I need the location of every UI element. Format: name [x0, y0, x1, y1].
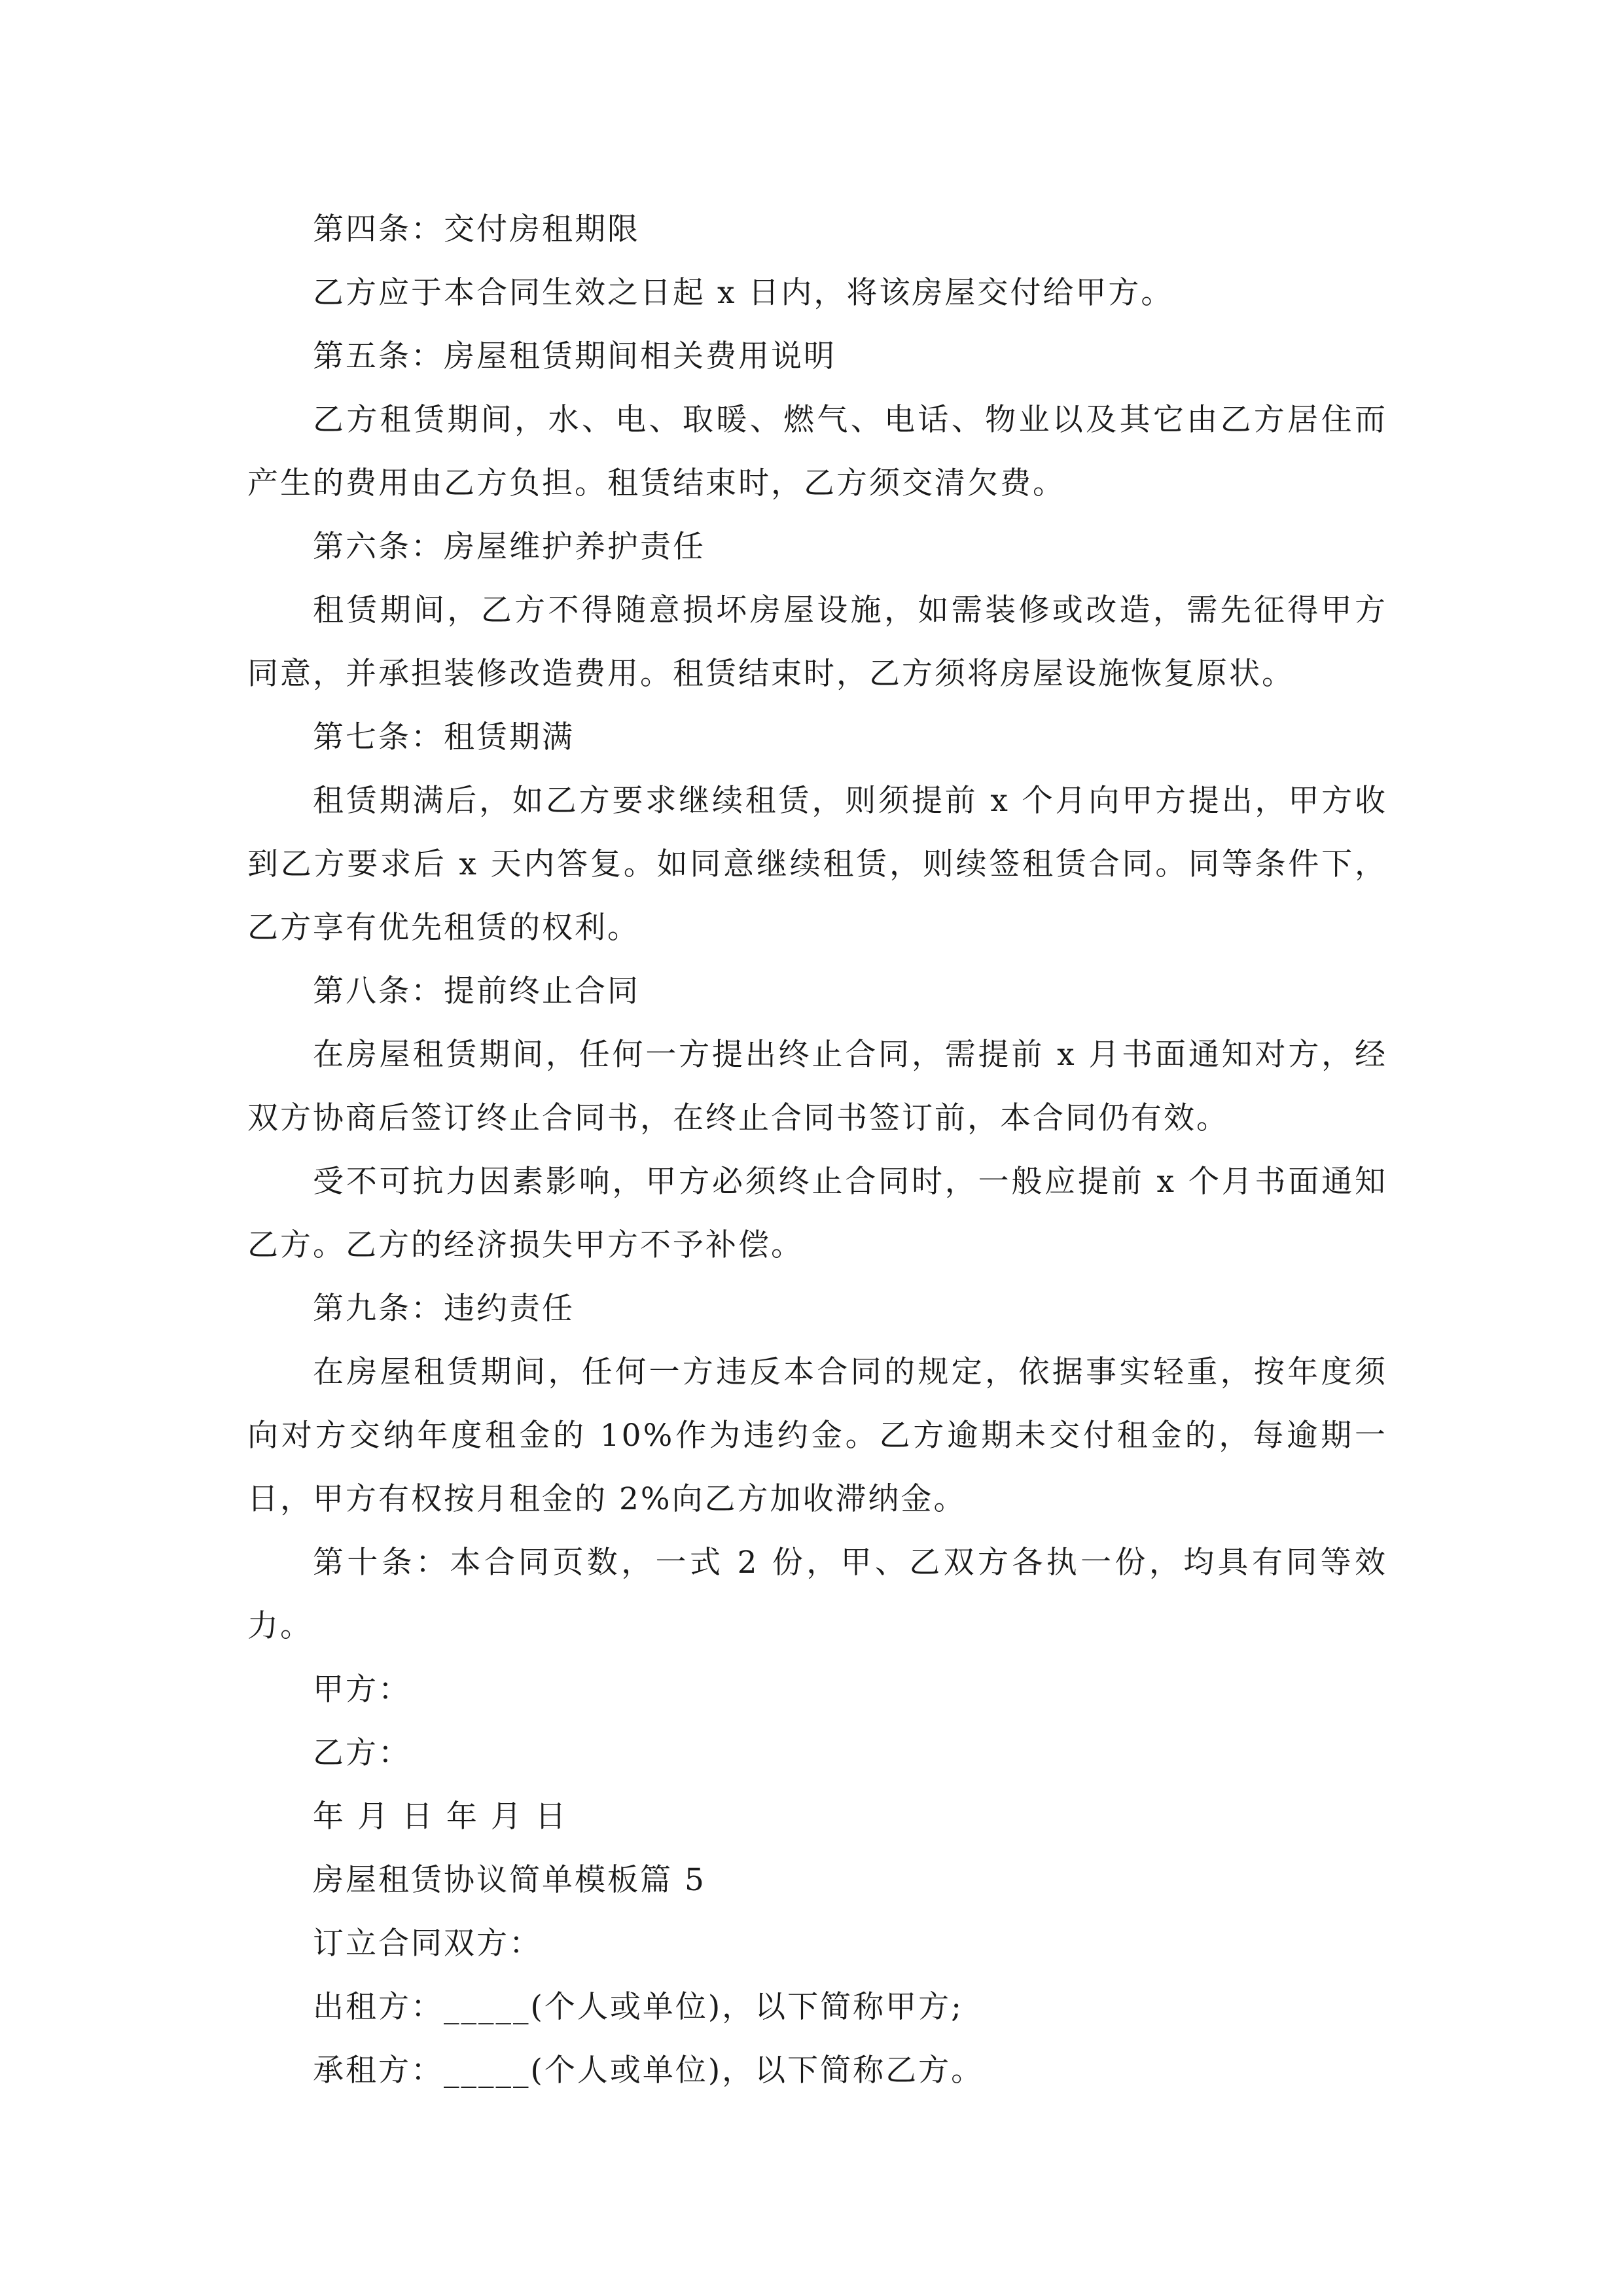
article-7-text: 租赁期满后，如乙方要求继续租赁，则须提前 x 个月向甲方提出，甲方收到乙方要求后 x 天内答复。如同意继续租赁，则续签租赁合同。同等条件下，乙方享有优先租赁的权利。: [247, 783, 1387, 946]
contract-parties-heading: 订立合同双方：: [313, 1926, 542, 1962]
article-4-heading: 第四条：交付房租期限: [313, 211, 640, 247]
party-b-signature-line: 乙方：: [313, 1735, 411, 1771]
article-6-text: 租赁期间，乙方不得随意损坏房屋设施，如需装修或改造，需先征得甲方同意，并承担装修改造费用。租赁结束时，乙方须将房屋设施恢复原状。: [247, 592, 1387, 692]
date-line: 年 月 日 年 月 日: [313, 1799, 568, 1835]
article-8-text-2: 受不可抗力因素影响，甲方必须终止合同时，一般应提前 x 个月书面通知乙方。乙方的经济损失甲方不予补偿。: [247, 1164, 1387, 1263]
article-6-heading: 第六条：房屋维护养护责任: [313, 529, 705, 565]
section-title: 房屋租赁协议简单模板篇 5: [313, 1862, 706, 1898]
lessee-line: 承租方：_____(个人或单位)，以下简称乙方。: [313, 2053, 984, 2089]
party-a-signature-line: 甲方：: [313, 1672, 411, 1708]
lessor-line: 出租方：_____(个人或单位)，以下简称甲方;: [313, 1989, 964, 2025]
article-9-text: 在房屋租赁期间，任何一方违反本合同的规定，依据事实轻重，按年度须向对方交纳年度租金的 10%作为违约金。乙方逾期未交付租金的，每逾期一日，甲方有权按月租金的 2%向乙方加收滞纳金。: [247, 1354, 1387, 1517]
document-body: [247, 198, 1387, 2102]
article-4-text: 乙方应于本合同生效之日起 x 日内，将该房屋交付给甲方。: [313, 275, 1174, 311]
article-9-heading: 第九条：违约责任: [313, 1291, 575, 1327]
article-8-heading: 第八条：提前终止合同: [313, 973, 640, 1009]
article-5-heading: 第五条：房屋租赁期间相关费用说明: [313, 338, 836, 374]
article-5-text: 乙方租赁期间，水、电、取暖、燃气、电话、物业以及其它由乙方居住而产生的费用由乙方负担。租赁结束时，乙方须交清欠费。: [247, 402, 1387, 501]
article-8-text-1: 在房屋租赁期间，任何一方提出终止合同，需提前 x 月书面通知对方，经双方协商后签订终止合同书，在终止合同书签订前，本合同仍有效。: [247, 1037, 1387, 1136]
article-10-text: 第十条：本合同页数，一式 2 份，甲、乙双方各执一份，均具有同等效力。: [247, 1545, 1387, 1644]
article-7-heading: 第七条：租赁期满: [313, 719, 575, 755]
